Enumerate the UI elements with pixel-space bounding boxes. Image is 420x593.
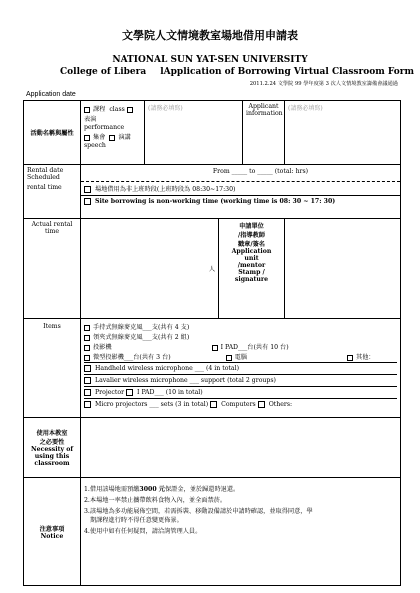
ipad-en-label: I PAD___ (10 in total) <box>137 389 203 396</box>
signature-field[interactable] <box>285 219 401 319</box>
performance-en-label: performance <box>84 124 125 131</box>
non-working-cn-checkbox[interactable] <box>84 186 91 193</box>
necessity-label-5: classroom <box>34 460 70 467</box>
handheld-mic-en-label: Handheld wireless microphone ___ (4 in total) <box>95 365 239 372</box>
applicant-label: Applicant <box>248 103 279 110</box>
ipad-cn-label: I PAD___台(共有 10 台) <box>220 344 289 351</box>
projector-cn-checkbox[interactable] <box>84 345 90 351</box>
form-title-en-part1: College of Libera <box>60 67 147 77</box>
others-en-label: Others: <box>268 401 293 408</box>
lavalier-mic-en-checkbox[interactable] <box>84 377 91 384</box>
lavalier-mic-cn-checkbox[interactable] <box>84 335 90 341</box>
projector-cn-label: 投影機 <box>93 344 112 351</box>
course-checkbox[interactable] <box>84 107 90 113</box>
notice-row <box>24 478 401 586</box>
actual-rental-row <box>24 219 401 319</box>
activity-name-placeholder: (請務必填寫) <box>148 105 183 112</box>
actual-rental-field[interactable] <box>81 219 219 319</box>
applicant-info-field[interactable] <box>285 101 401 165</box>
activity-type-cell <box>81 101 145 165</box>
rental-time-label: rental time <box>27 184 62 191</box>
micro-projector-cn-checkbox[interactable] <box>84 355 90 361</box>
lavalier-mic-en-label: Lavalier wireless microphone ___ support (total 2 groups) <box>95 377 276 384</box>
notice-label-cell <box>24 478 81 586</box>
projector-en-label: Projector <box>95 389 125 396</box>
ipad-en-checkbox[interactable] <box>126 389 133 396</box>
scheduled-label: Scheduled <box>27 174 60 181</box>
sign-label-3: 戳章/簽名 <box>237 241 265 248</box>
approval-note: 2011.2.24 文學院 99 學年度第 3 次人文情境教室籌備會議通過 <box>249 81 398 87</box>
rental-row <box>24 165 401 219</box>
rental-time-cell <box>81 165 401 219</box>
speech-en-label: speech <box>84 142 106 149</box>
micro-projector-en-checkbox[interactable] <box>84 401 91 408</box>
handheld-mic-cn-label: 手持式無線麥克風___支(共有 4 支) <box>93 324 190 331</box>
computers-en-checkbox[interactable] <box>210 401 217 408</box>
computer-cn-label: 電腦 <box>234 354 248 361</box>
gathering-label: 集會 <box>93 134 106 141</box>
speech-label: 演講 <box>118 134 131 141</box>
notice-item-3: 3.該場地為多功能展佈空間，若需拆裝、移動設備請於申請時確認，並取得同意，學 期課程進行時不得任意變更佈景。 <box>84 508 313 524</box>
projector-en-checkbox[interactable] <box>84 389 91 396</box>
necessity-label-cell <box>24 418 81 478</box>
rental-label-cell <box>24 165 81 219</box>
application-date-label: Application date <box>26 91 76 98</box>
notice-item-1: 1.借用該場地需預繳3000 元保證金，並於歸還時退還。 <box>84 486 240 493</box>
applicant-placeholder: (請務必填寫) <box>288 105 323 112</box>
items-label: Items <box>24 319 81 418</box>
rental-date-label: Rental date <box>27 167 64 174</box>
items-cell <box>81 319 401 418</box>
activity-name-field[interactable] <box>145 101 243 165</box>
non-working-en-label: Site borrowing is non-working time (working time is 08: 30 ~ 17: 30) <box>95 198 336 205</box>
necessity-field[interactable] <box>81 418 401 478</box>
speech-checkbox[interactable] <box>109 135 115 141</box>
notice-label-cn: 注意事項 <box>39 525 65 533</box>
other-cn-label: 其他： <box>356 354 375 361</box>
notice-label-en: Notice <box>40 532 64 540</box>
sign-label-5: unit <box>244 255 259 262</box>
other-cn-checkbox[interactable] <box>347 355 353 361</box>
necessity-label-4: using this <box>34 453 70 460</box>
necessity-label-1: 使用本教室 <box>36 430 68 437</box>
information-label: information <box>246 110 283 117</box>
form-title-cn: 文學院人文情境教室場地借用申請表 <box>122 29 298 42</box>
actual-rental-label-cell <box>24 219 81 319</box>
course-label: 課程 <box>93 106 106 113</box>
micro-projector-en-label: Micro projectors ___ sets (3 in total) <box>95 401 209 408</box>
sign-label-1: 申請單位 <box>239 223 264 230</box>
gathering-checkbox[interactable] <box>84 135 90 141</box>
necessity-label-2: 之必要性 <box>39 439 65 446</box>
performance-checkbox[interactable] <box>127 107 133 113</box>
sign-label-6: /mentor <box>237 262 266 269</box>
necessity-label-3: Necessity of <box>30 446 73 453</box>
handheld-mic-en-checkbox[interactable] <box>84 365 91 372</box>
person-label: 人 <box>208 266 215 273</box>
university-name: NATIONAL SUN YAT-SEN UNIVERSITY <box>112 55 308 65</box>
activity-label: 活動名稱與屬性 <box>24 101 81 165</box>
sign-label-4: Application <box>231 248 272 255</box>
signature-label-cell <box>219 219 285 319</box>
application-form-table <box>23 100 401 586</box>
micro-projector-cn-label: 微型投影機___台(共有 3 台) <box>93 354 171 361</box>
actual-rental-label: Actual rental <box>31 221 73 228</box>
items-row <box>24 319 401 418</box>
notice-item-4: 4.使用中如有任何疑問，請洽詢管理人員。 <box>84 528 202 535</box>
necessity-row <box>24 418 401 478</box>
notice-item-2: 2.本場地一率禁止攜帶飲料食物入內，並全面禁菸。 <box>84 497 227 504</box>
actual-rental-time-label: time <box>45 228 59 235</box>
computers-en-label: Computers <box>221 401 256 408</box>
form-title-en <box>60 67 415 77</box>
sign-label-7: Stamp / <box>238 269 265 276</box>
from-to-field[interactable]: From _____ to _____ (total: hrs) <box>212 168 309 175</box>
sign-label-8: signature <box>234 276 269 283</box>
class-label: class <box>109 106 125 113</box>
non-working-en-checkbox[interactable] <box>84 198 91 205</box>
non-working-cn-label: 場地借用為非上班時段(上班時段為 08:30~17:30) <box>95 186 236 193</box>
lavalier-mic-cn-label: 領夾式無線麥克風___支(共有 2 組) <box>93 334 190 341</box>
activity-row <box>24 101 401 165</box>
others-en-checkbox[interactable] <box>258 401 265 408</box>
computer-cn-checkbox[interactable] <box>226 355 232 361</box>
applicant-label-cell <box>243 101 285 165</box>
sign-label-2: /指導教師 <box>237 232 265 239</box>
handheld-mic-cn-checkbox[interactable] <box>84 325 90 331</box>
form-title-en-part2: lApplication of Borrowing Virtual Classroom Form <box>160 67 415 77</box>
ipad-cn-checkbox[interactable] <box>212 345 218 351</box>
notice-content <box>81 478 401 586</box>
performance-label: 表演 <box>84 116 97 123</box>
